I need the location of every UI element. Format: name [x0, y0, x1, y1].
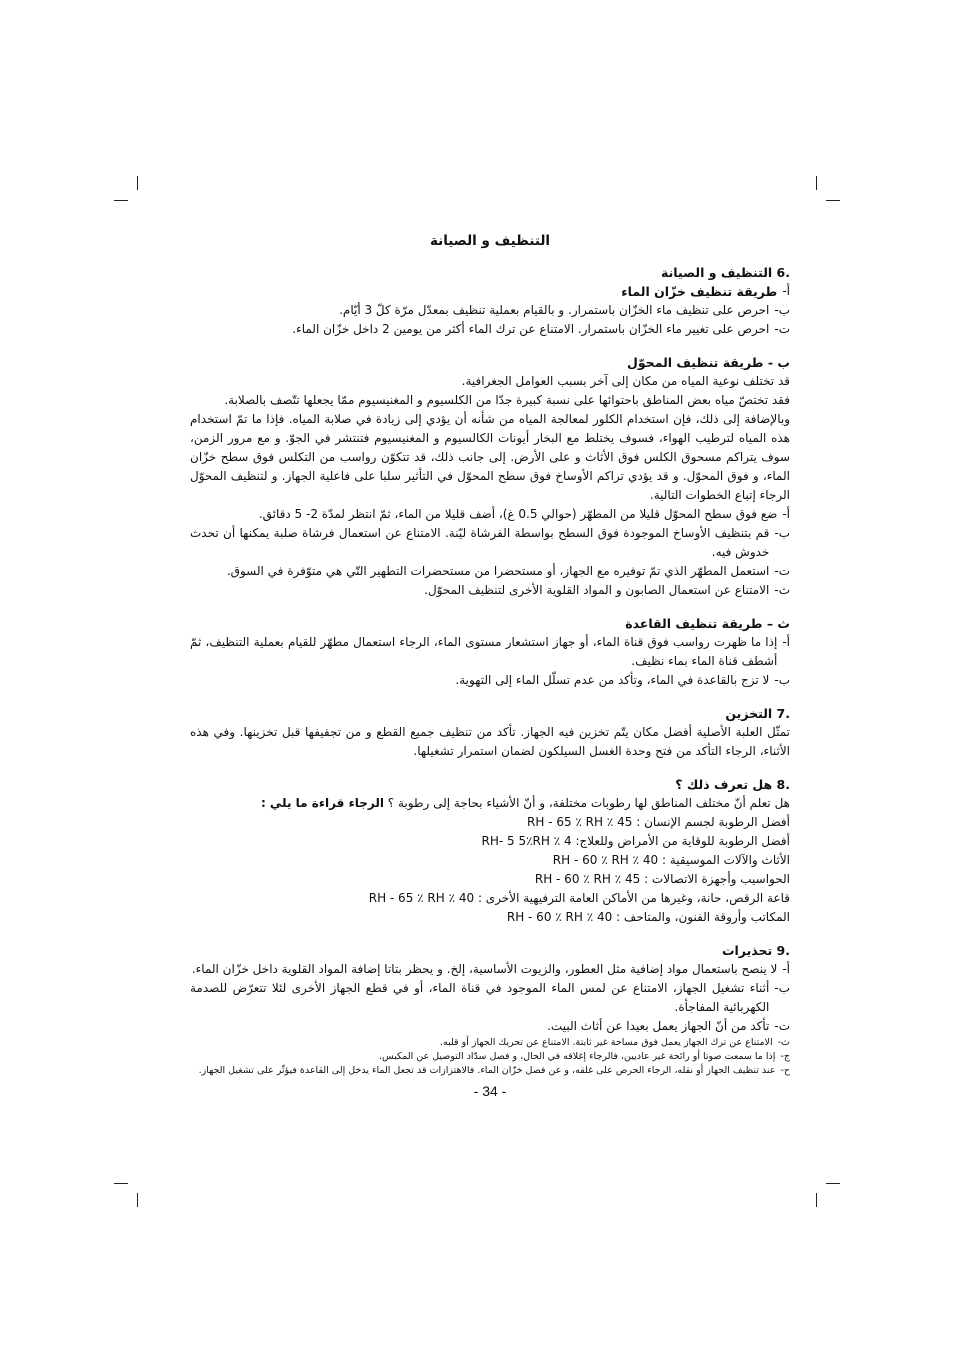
list-item — [190, 505, 790, 524]
section-warnings — [190, 941, 790, 1078]
section-cleaning-tank — [190, 263, 790, 339]
item-label: ج- — [780, 1051, 790, 1062]
crop-mark-top-right-v — [816, 176, 817, 190]
intro-text: هل تعلم أنّ مختلف المناطق لها رطوبات مختلفة، و أنّ الأشياء بحاجة إلى رطوبة ؟ — [387, 796, 790, 810]
section-storage — [190, 704, 790, 761]
item-text: ضع فوق سطح المحوّل قليلا من المطهّر (حوالي 0.5 غ)، أضف قليلا من الماء، ثمّ انتظر لمدّة 2- 5 دقائق. — [258, 507, 778, 521]
list-item — [190, 960, 790, 979]
item-text: احرص على تغيير ماء الخزّان باستمرار. الامتناع عن ترك الماء أكثر من يومين 2 داخل خزّان الماء. — [292, 322, 770, 336]
humidity-line: قاعة الرقص، حانة، وغيرها من الأماكن العامة الترفيهية الأخرى : 40 ٪ RH - 65 ٪ RH — [368, 891, 790, 905]
crop-mark-bottom-right-h — [826, 1183, 840, 1184]
list-item — [190, 581, 790, 600]
list-item — [190, 1064, 790, 1078]
section-heading: ث – طريقة تنظيف القاعدة — [625, 616, 790, 631]
item-text: قم بتنظيف الأوساخ الموجودة فوق السطح بواسطة الفرشاة ليّنة. الامتناع عن استعمال فرشاة صلبة يمكنها أن تحدث خدوش فيه. — [190, 526, 770, 559]
list-item — [190, 562, 790, 581]
intro-line — [190, 794, 790, 813]
item-label: أ- — [782, 507, 790, 521]
item-label: ت- — [774, 564, 790, 578]
item-text: إذا ما ظهرت رواسب فوق قناة الماء، أو جهاز استشعار مستوى الماء، الرجاء استعمال مطهّر للقيام بعملية التنظيف، ثمّ أشطف قناة الماء بماء نظيف. — [190, 635, 778, 668]
list-item — [190, 320, 790, 339]
item-label: ث- — [777, 1037, 790, 1048]
item-label: ب- — [774, 981, 790, 995]
list-item — [190, 633, 790, 671]
list-item — [190, 979, 790, 1017]
section-cleaning-transducer — [190, 353, 790, 600]
list-item — [190, 1017, 790, 1036]
list-item — [190, 1036, 790, 1050]
humidity-line: الحواسيب وأجهزة الاتصالات : 45 ٪ RH - 60 ٪ RH — [534, 872, 790, 886]
list-item — [190, 282, 790, 301]
item-label: ت- — [774, 1019, 790, 1033]
item-label: ب- — [774, 526, 790, 540]
sub-heading: طريقة تنظيف خزّان الماء — [621, 284, 778, 299]
item-text: لا ينصح باستعمال مواد إضافية مثل العطور، والزيوت الأساسية، إلخ. و يحظر بتاتا إضافة المواد القلوية داخل خزّان الماء. — [191, 962, 778, 976]
item-text: أثناء تشغيل الجهاز، الامتناع عن لمس الماء الموجود في قناة الماء، أو في قطع الجهاز الأخرى لئلا تتعرّض للصدمة الكهربائية المفاجأة. — [190, 981, 770, 1014]
item-label: أ- — [782, 962, 790, 976]
item-label: ت- — [774, 322, 790, 336]
item-text: الامتناع عن ترك الجهاز يعمل فوق مساحة غير ثابتة. الامتناع عن تحريك الجهاز أو قلبه. — [439, 1037, 773, 1048]
crop-mark-top-right-h — [826, 200, 840, 201]
item-text: إذا ما سمعت صوتا أو رائحة غير عاديين، فالرجاء إغلاقه في الحال، و فصل سدّاد التوصيل عن المكبس. — [379, 1051, 776, 1062]
section-cleaning-base — [190, 614, 790, 690]
item-text: تأكد من أنّ الجهاز يعمل بعيدا عن أثاث البيت. — [547, 1019, 770, 1033]
item-text: عند تنظيف الجهاز أو نقله، الرجاء الحرص على غلقه، و عن فصل خزّان الماء. فالاهتزازات قد تجعل الماء يدخل إلى القاعدة فيؤثّر على تشغيل الجهاز. — [198, 1065, 776, 1076]
crop-mark-top-left-h — [114, 200, 128, 201]
item-text: الامتناع عن استعمال الصابون و المواد القلوية الأخرى لتنظيف المحوّل. — [424, 583, 770, 597]
document-page — [190, 232, 790, 1101]
item-label: ب- — [774, 303, 790, 317]
item-text: لا تزج بالقاعدة في الماء، وتأكد من عدم تسلّل الماء إلى التهوية. — [455, 673, 770, 687]
paragraph: قد تختلف نوعية المياه من مكان إلى آخر بسبب العوامل الجغرافية. — [461, 374, 790, 388]
crop-mark-bottom-right-v — [816, 1193, 817, 1207]
item-text: احرص على تنظيف ماء الخزّان باستمرار. و بالقيام بعملية تنظيف بمعدّل مرّة كلّ 3 أيّام. — [339, 303, 770, 317]
item-label: أ- — [782, 635, 790, 649]
list-item — [190, 524, 790, 562]
list-item — [190, 301, 790, 320]
crop-mark-top-left-v — [137, 176, 138, 190]
crop-mark-bottom-left-h — [114, 1183, 128, 1184]
page-title: التنظيف و الصيانة — [429, 233, 551, 249]
list-item — [190, 671, 790, 690]
paragraph: وبالإضافة إلى ذلك، فإن استخدام الكلور لمعالجة المياه من شأنه أن يؤدي إلى زيادة في صلابة المياه. فإذا ما تمّ استخدام هذه المياه لترطيب الهواء، فسوف يختلط مع البخار أيونات الكالسيوم و المغنيسيوم فتنتشر في الجوّ. و مع مرور الزمن، سوف يتراكم مسحوق الكلس فوق الأثاث و على الأرض. إلى جانب ذلك، قد تتكوّن رواسب من التكلس فوق سطح خزّان الماء، و فوق المحوّل. و قد يؤدي تراكم الأوساخ فوق سطح المحوّل في التأثير سلبا على فاعلية الجهاز. و لتنظيف المحوّل الرجاء إتباع الخطوات التالية. — [190, 412, 790, 502]
item-label: ب- — [774, 673, 790, 687]
section-heading: .7 التخزين — [725, 706, 790, 721]
list-item — [190, 1050, 790, 1064]
paragraph: فقد تختصّ مياه بعض المناطق باحتوائها على نسبة كبيرة جدّا من الكلسيوم و المغنيسيوم ممّا يجعلها تتّصف بالصلابة. — [224, 393, 790, 407]
paragraph: تمثّل العلبة الأصلية أفضل مكان يتّم تخزين فيه الجهاز. تأكد من تنظيف جميع القطع و من تجفيفها قبل تخزينها. وفي هذه الأثناء، الرجاء التأكد من فتح وحدة الغسل السيلكون لضمان استمرار تشغيلها. — [190, 725, 790, 758]
section-heading: .8 هل تعرف ذلك ؟ — [675, 777, 790, 792]
item-label: أ- — [782, 284, 790, 298]
humidity-line: الأثاث والآلات الموسيقية : 40 ٪ RH - 60 ٪ RH — [552, 853, 790, 867]
item-text: استعمل المطهّر الذي تمّ توفيره مع الجهاز، أو مستحضرا من مستحضرات التطهير التّي هي متوّفرة في السوق. — [226, 564, 770, 578]
section-heading: .6 التنظيف و الصيانة — [661, 265, 790, 280]
humidity-line: أفضل الرطوبة للوقاية من الأمراض وللعلاج: 4 ٪ RH- 5 5٪RH — [481, 834, 790, 848]
humidity-line: المكاتب وأروقة الفنون، والمتاحف : 40 ٪ RH - 60 ٪ RH — [506, 910, 790, 924]
item-label: ح- — [780, 1065, 790, 1076]
intro-bold: الرجاء قراءة ما يلي : — [260, 796, 384, 810]
section-heading: .9 تحذيرات — [721, 943, 790, 958]
humidity-line: أفضل الرطوبة لجسم الإنسان : 45 ٪ RH - 65 ٪ RH — [527, 815, 790, 829]
crop-mark-bottom-left-v — [137, 1193, 138, 1207]
item-label: ث- — [774, 583, 790, 597]
section-did-you-know — [190, 775, 790, 927]
page-number: - 34 - — [473, 1083, 507, 1099]
section-heading: ب - طريقة تنظيف المحوّل — [627, 355, 790, 370]
